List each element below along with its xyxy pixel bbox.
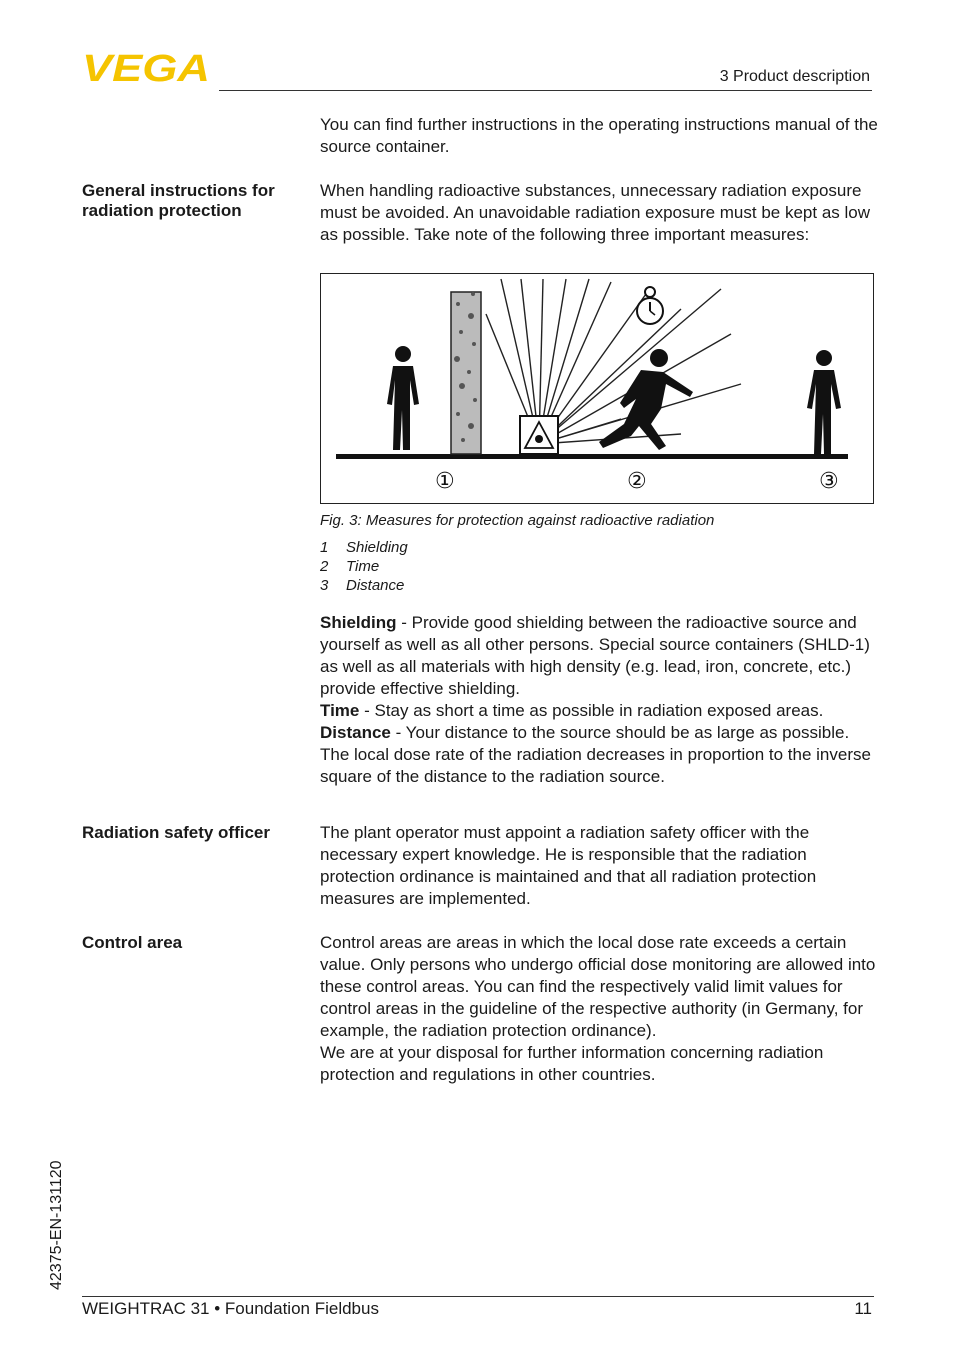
document-id: 42375-EN-131120 <box>48 1160 65 1290</box>
disposal-text: We are at your disposal for further information concerning radiation protection and regulations in other countries. <box>320 1043 824 1084</box>
control-area-heading: Control area <box>82 933 183 952</box>
vega-logo <box>82 50 212 84</box>
stopwatch-icon <box>637 287 663 324</box>
time-paragraph: Time - Stay as short a time as possible in radiation exposed areas. <box>320 701 824 720</box>
marker-3: ③ <box>819 469 839 494</box>
figure-caption: Fig. 3: Measures for protection against radioactive radiation <box>320 512 715 529</box>
control-area-text: Control areas are areas in which the local dose rate exceeds a certain value. Only persons who undergo official dose monitoring are allowed into these control areas. You can find the respectively valid limit values for control areas in the guideline of the respective authority (in Germany, for example, the radiation protection ordinance). <box>320 933 876 1040</box>
legend-item: 2 Time <box>320 558 380 575</box>
radiation-trefoil-icon <box>535 435 543 443</box>
safety-officer-heading: Radiation safety officer <box>82 823 270 842</box>
page-number: 11 <box>854 1299 872 1318</box>
measures-block <box>320 612 880 788</box>
intro-paragraph: You can find further instructions in the operating instructions manual of the source container. <box>320 115 878 156</box>
marker-2: ② <box>627 469 647 494</box>
general-instructions-heading: General instructions for radiation protection <box>82 181 275 220</box>
person-shielded-icon <box>387 346 419 450</box>
logo-text: VEGA <box>82 50 210 84</box>
legend-item: 1 Shielding <box>320 539 408 556</box>
footer-divider <box>82 1296 874 1297</box>
marker-1: ① <box>435 469 455 494</box>
distance-paragraph: Distance - Your distance to the source should be as large as possible. The local dose rate of the radiation decreases in proportion to the inverse square of the distance to the radiation source. <box>320 723 871 786</box>
legend-item: 3 Distance <box>320 577 405 594</box>
control-area-block <box>320 932 880 1086</box>
person-distant-icon <box>807 350 841 454</box>
radiation-protection-figure <box>320 273 874 504</box>
shielding-paragraph: Shielding - Provide good shielding between the radioactive source and yourself as well as all other persons. Special source containers (SHLD-1) as well as all materials with high density (e.g. lead, iron, concrete, etc.) provide effective shielding. <box>320 613 870 698</box>
header-divider <box>219 90 872 91</box>
ground-line <box>336 454 848 459</box>
shielding-wall <box>451 292 481 454</box>
safety-officer-text: The plant operator must appoint a radiation safety officer with the necessary expert knowledge. He is responsible that the radiation protection ordinance is maintained and that all radiation protection measures are implemented. <box>320 823 817 908</box>
figure-legend <box>320 538 408 595</box>
section-header: 3 Product description <box>719 68 870 85</box>
footer-product: WEIGHTRAC 31 • Foundation Fieldbus <box>82 1299 379 1318</box>
general-instructions-text: When handling radioactive substances, unnecessary radiation exposure must be avoided. An unavoidable radiation exposure must be kept as low as possible. Take note of the following three important measures: <box>320 181 871 244</box>
